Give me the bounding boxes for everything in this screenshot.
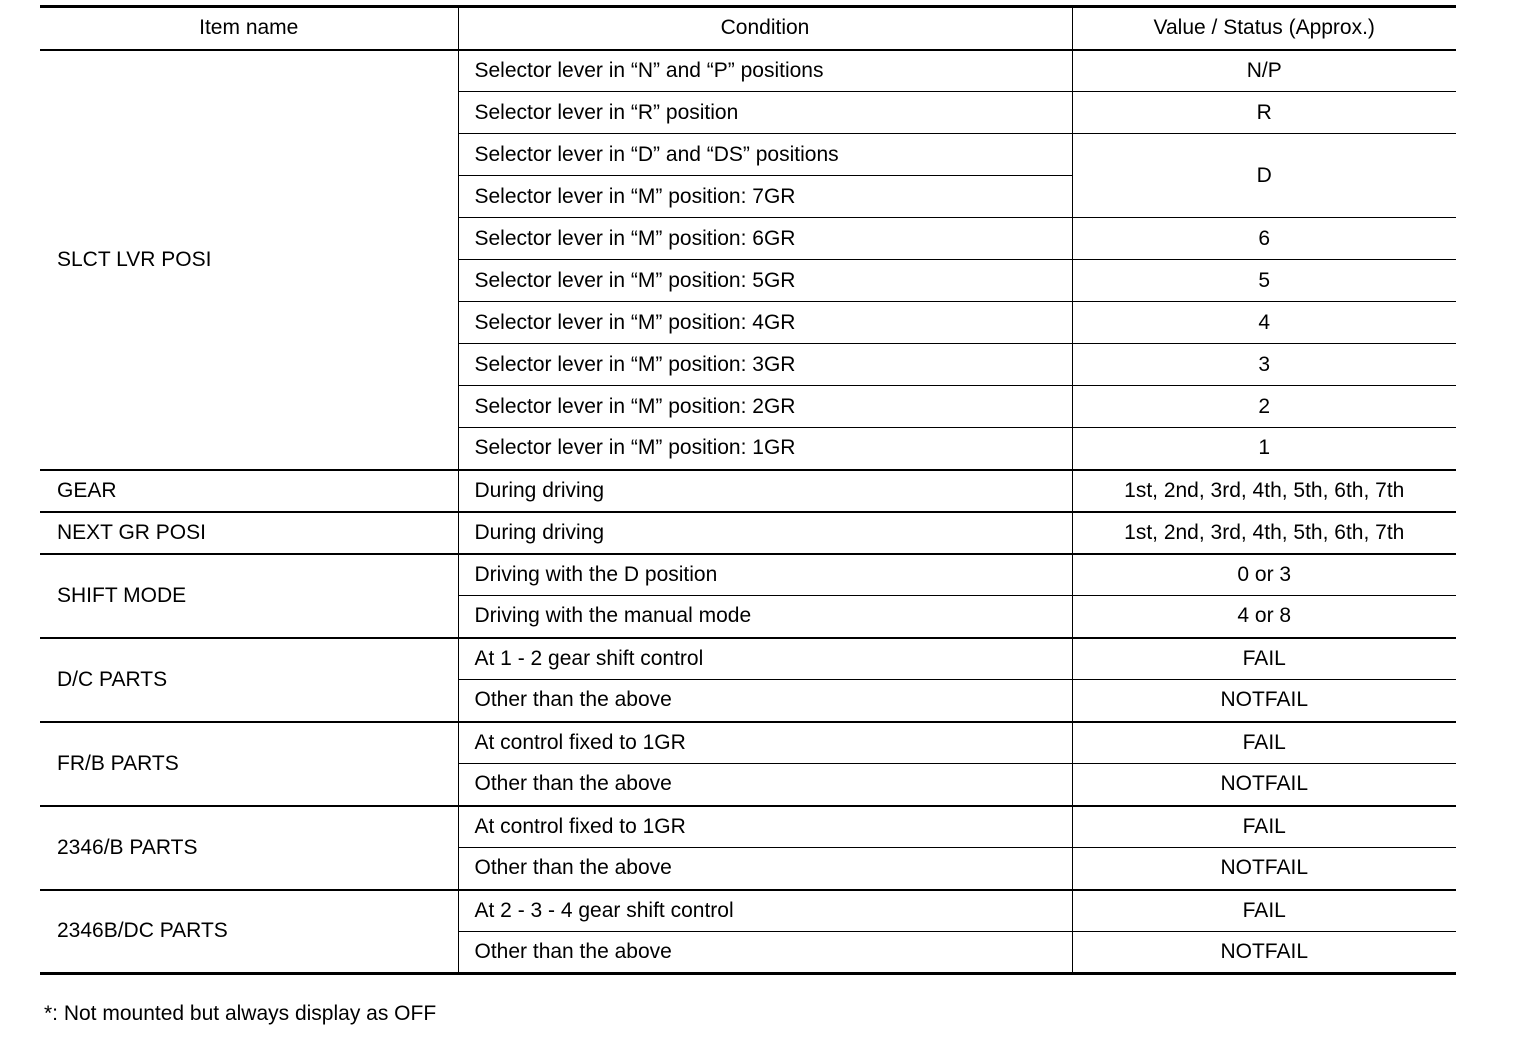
condition-cell: Driving with the manual mode <box>458 596 1072 638</box>
header-condition: Condition <box>458 7 1072 50</box>
table-row <box>40 512 1456 554</box>
value-status-cell: 2 <box>1072 386 1456 428</box>
item-name-cell: SLCT LVR POSI <box>40 50 458 470</box>
value-status-cell: 3 <box>1072 344 1456 386</box>
condition-cell: Other than the above <box>458 764 1072 806</box>
value-status-cell: 1st, 2nd, 3rd, 4th, 5th, 6th, 7th <box>1072 470 1456 512</box>
item-name-cell: 2346B/DC PARTS <box>40 890 458 974</box>
value-status-cell: NOTFAIL <box>1072 764 1456 806</box>
condition-cell: Selector lever in “M” position: 6GR <box>458 218 1072 260</box>
table-row <box>40 554 1456 596</box>
condition-cell: At 1 - 2 gear shift control <box>458 638 1072 680</box>
condition-cell: Driving with the D position <box>458 554 1072 596</box>
item-name-cell: 2346/B PARTS <box>40 806 458 890</box>
condition-cell: Selector lever in “D” and “DS” positions <box>458 134 1072 176</box>
item-name-cell: D/C PARTS <box>40 638 458 722</box>
value-status-cell: 1st, 2nd, 3rd, 4th, 5th, 6th, 7th <box>1072 512 1456 554</box>
condition-cell: Other than the above <box>458 680 1072 722</box>
condition-cell: Selector lever in “M” position: 3GR <box>458 344 1072 386</box>
condition-cell: Selector lever in “M” position: 2GR <box>458 386 1072 428</box>
item-name-cell: SHIFT MODE <box>40 554 458 638</box>
value-status-cell: 4 <box>1072 302 1456 344</box>
condition-cell: At control fixed to 1GR <box>458 806 1072 848</box>
footnote: *: Not mounted but always display as OFF <box>44 1002 437 1025</box>
item-name-cell: GEAR <box>40 470 458 512</box>
value-status-cell: FAIL <box>1072 638 1456 680</box>
value-status-cell: R <box>1072 92 1456 134</box>
condition-cell: Selector lever in “M” position: 1GR <box>458 428 1072 470</box>
table-row <box>40 722 1456 764</box>
table-header-row <box>40 7 1456 50</box>
table-row <box>40 890 1456 932</box>
condition-cell: Other than the above <box>458 848 1072 890</box>
value-status-cell: 6 <box>1072 218 1456 260</box>
value-status-cell: FAIL <box>1072 890 1456 932</box>
header-item-name: Item name <box>40 7 458 50</box>
value-status-cell: D <box>1072 134 1456 218</box>
value-status-cell: N/P <box>1072 50 1456 92</box>
value-status-cell: FAIL <box>1072 722 1456 764</box>
spec-sheet <box>40 5 1456 975</box>
table-row <box>40 638 1456 680</box>
table-row <box>40 806 1456 848</box>
value-status-cell: FAIL <box>1072 806 1456 848</box>
value-status-cell: 5 <box>1072 260 1456 302</box>
table-body <box>40 50 1456 974</box>
condition-cell: Selector lever in “N” and “P” positions <box>458 50 1072 92</box>
header-value-status: Value / Status (Approx.) <box>1072 7 1456 50</box>
table-row <box>40 50 1456 92</box>
condition-cell: Selector lever in “M” position: 4GR <box>458 302 1072 344</box>
table-row <box>40 470 1456 512</box>
condition-cell: At control fixed to 1GR <box>458 722 1072 764</box>
value-status-cell: NOTFAIL <box>1072 680 1456 722</box>
item-name-cell: FR/B PARTS <box>40 722 458 806</box>
condition-cell: Other than the above <box>458 932 1072 974</box>
condition-cell: Selector lever in “M” position: 7GR <box>458 176 1072 218</box>
condition-cell: Selector lever in “R” position <box>458 92 1072 134</box>
value-status-cell: 1 <box>1072 428 1456 470</box>
item-name-cell: NEXT GR POSI <box>40 512 458 554</box>
value-status-cell: 4 or 8 <box>1072 596 1456 638</box>
value-status-cell: NOTFAIL <box>1072 848 1456 890</box>
item-condition-value-table <box>40 5 1456 975</box>
condition-cell: During driving <box>458 512 1072 554</box>
value-status-cell: NOTFAIL <box>1220 940 1309 963</box>
condition-cell: During driving <box>458 470 1072 512</box>
condition-cell: At 2 - 3 - 4 gear shift control <box>458 890 1072 932</box>
value-status-cell: 0 or 3 <box>1072 554 1456 596</box>
condition-cell: Selector lever in “M” position: 5GR <box>458 260 1072 302</box>
